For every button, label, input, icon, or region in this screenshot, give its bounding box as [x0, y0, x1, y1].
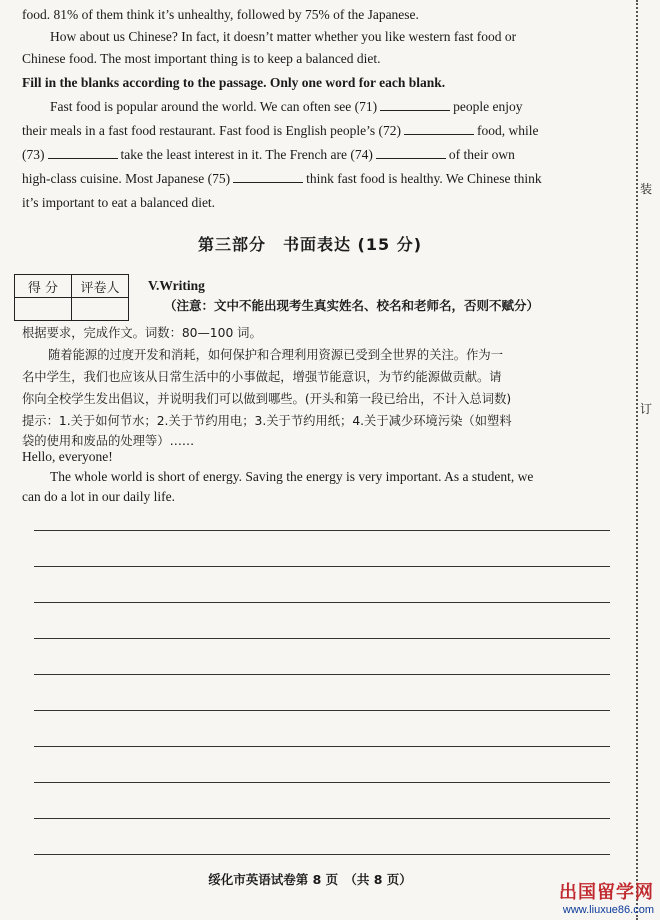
blank-line-2	[22, 122, 539, 140]
watermark	[559, 878, 654, 916]
prompt-line-3: 你向全校学生发出倡议，并说明我们可以做到哪些。(开头和第一段已给出，不计入总词数)	[22, 392, 512, 406]
greeting: Hello, everyone!	[22, 449, 113, 464]
binding-char-2: 订	[640, 402, 653, 416]
blank-line-1-pre: Fast food is popular around the world. We can often see (71)	[50, 99, 378, 114]
blank-71[interactable]	[380, 98, 450, 111]
grader-label: 评卷人	[72, 275, 129, 298]
writing-line[interactable]	[34, 602, 610, 603]
blank-75[interactable]	[233, 170, 303, 183]
writing-line[interactable]	[34, 746, 610, 747]
fill-blanks-instruction: Fill in the blanks according to the passage. Only one word for each blank.	[22, 75, 446, 90]
passage-line-1: food. 81% of them think it’s unhealthy, followed by 75% of the Japanese.	[22, 7, 419, 22]
writing-label: V.Writing	[148, 278, 205, 293]
blank-74[interactable]	[376, 146, 446, 159]
opening-line-2: can do a lot in our daily life.	[22, 489, 175, 504]
writing-line[interactable]	[34, 674, 610, 675]
writing-line[interactable]	[34, 710, 610, 711]
blank-line-2-pre: their meals in a fast food restaurant. Fast food is English people’s (72)	[22, 123, 402, 138]
prompt-line-2: 名中学生，我们也应该从日常生活中的小事做起，增强节能意识，为节约能源做贡献。请	[22, 370, 502, 384]
writing-line[interactable]	[34, 530, 610, 531]
writing-line[interactable]	[34, 854, 610, 855]
prompt-line-1: 随着能源的过度开发和消耗，如何保护和合理利用资源已受到全世界的关注。作为一	[48, 348, 503, 362]
blank-line-5: it’s important to eat a balanced diet.	[22, 195, 216, 210]
blank-line-3	[22, 146, 515, 164]
blank-72[interactable]	[404, 122, 474, 135]
blank-line-1	[50, 98, 522, 116]
blank-line-3-mid: take the least interest in it. The French are (74)	[120, 147, 373, 162]
watermark-url: www.liuxue86.com	[562, 904, 654, 916]
blank-line-4-post: think fast food is healthy. We Chinese think	[306, 171, 542, 186]
section-title: 第三部分 书面表达 (15 分)	[197, 235, 423, 254]
blank-line-1-post: people enjoy	[453, 99, 523, 114]
prompt-line-5: 袋的使用和废品的处理等）……	[22, 434, 195, 448]
binding-char-1: 装	[640, 182, 653, 196]
score-cell[interactable]	[15, 298, 72, 321]
opening-line-1: The whole world is short of energy. Saving the energy is very important. As a student, we	[50, 469, 534, 484]
binding-margin-dots	[636, 0, 638, 920]
score-table	[14, 274, 129, 321]
writing-notice: （注意：文中不能出现考生真实姓名、校名和老师名，否则不赋分）	[164, 298, 540, 313]
blank-line-4-pre: high-class cuisine. Most Japanese (75)	[22, 171, 231, 186]
passage-line-3: Chinese food. The most important thing is to keep a balanced diet.	[22, 51, 381, 66]
writing-line[interactable]	[34, 782, 610, 783]
prompt-line-4: 提示：1.关于如何节水；2.关于节约用电；3.关于节约用纸；4.关于减少环境污染（如塑料	[22, 414, 512, 428]
blank-73[interactable]	[48, 146, 118, 159]
writing-requirement: 根据要求，完成作文。词数：80—100 词。	[22, 326, 262, 340]
writing-line[interactable]	[34, 566, 610, 567]
blank-line-2-post: food, while	[477, 123, 539, 138]
page-footer: 绥化市英语试卷第 8 页 （共 8 页）	[208, 872, 412, 887]
blank-line-4	[22, 170, 542, 188]
writing-line[interactable]	[34, 818, 610, 819]
blank-line-3-pre: (73)	[22, 147, 45, 162]
writing-line[interactable]	[34, 638, 610, 639]
grader-cell[interactable]	[72, 298, 129, 321]
watermark-cn: 出国留学网	[559, 882, 654, 903]
score-label: 得 分	[15, 275, 72, 298]
passage-line-2: How about us Chinese? In fact, it doesn’t matter whether you like western fast food or	[50, 29, 517, 44]
blank-line-3-post: of their own	[448, 147, 515, 162]
